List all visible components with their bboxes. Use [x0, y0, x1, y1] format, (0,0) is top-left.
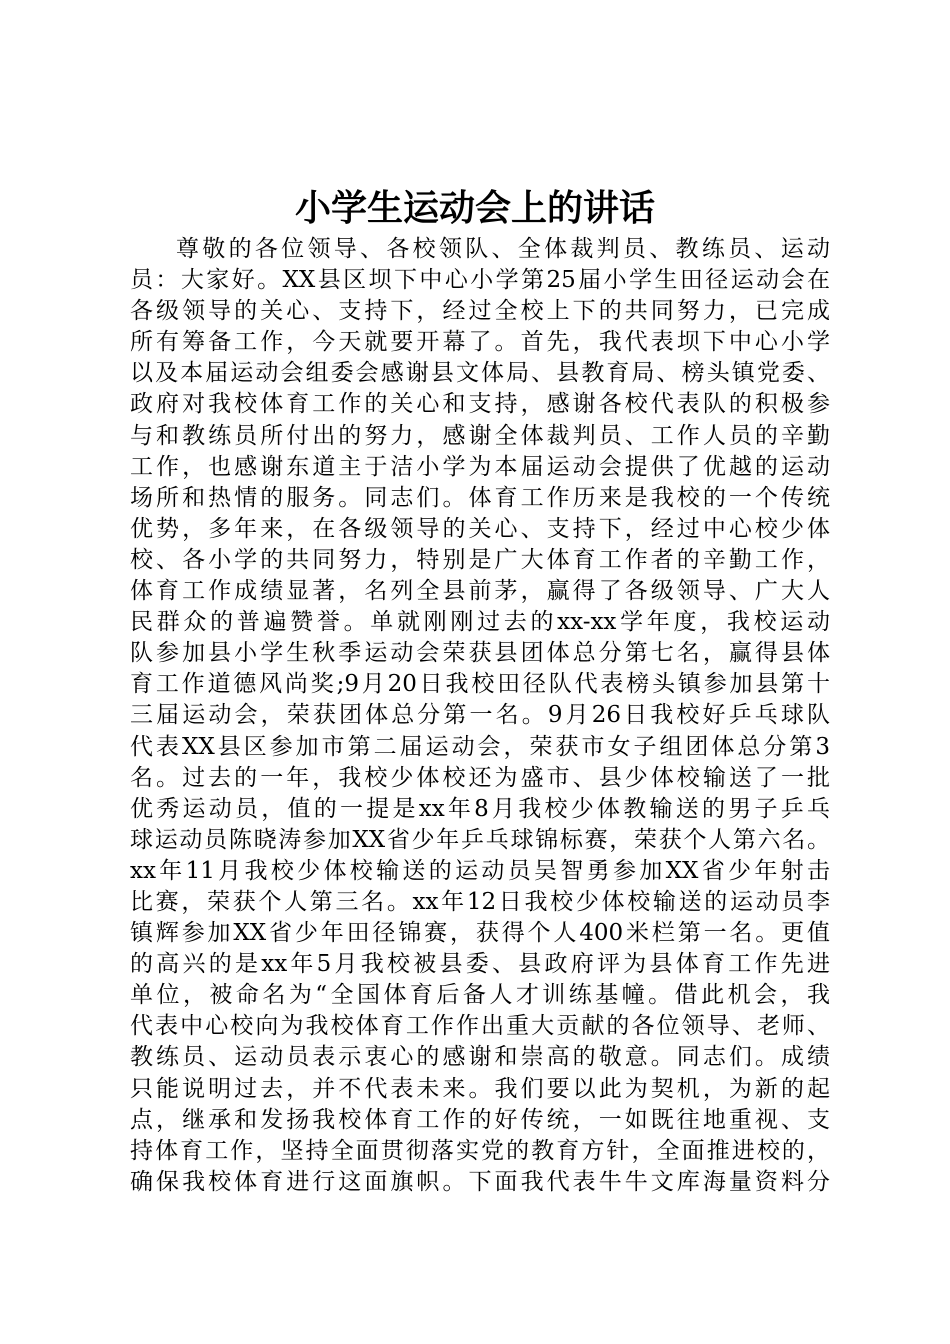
paragraph-line: 比赛，荣获个人第三名。xx年12日我校少体校输送的运动员李 — [130, 888, 830, 915]
paragraph-line: 工作，也感谢东道主于洁小学为本届运动会提供了优越的运动 — [130, 453, 830, 480]
paragraph-line: 名。过去的一年，我校少体校还为盛市、县少体校输送了一批 — [130, 764, 830, 791]
paragraph-line: 尊敬的各位领导、各校领队、全体裁判员、教练员、运动 — [176, 236, 830, 262]
paragraph-line: xx年11月我校少体校输送的运动员吴智勇参加XX省少年射击 — [130, 857, 830, 884]
paragraph-line: 确保我校体育进行这面旗帜。下面我代表牛牛文库海量资料分 — [130, 1168, 830, 1195]
paragraph-line: 教练员、运动员表示衷心的感谢和崇高的敬意。同志们。成绩 — [130, 1044, 830, 1071]
paragraph-line: 以及本届运动会组委会感谢县文体局、县教育局、榜头镇党委、 — [130, 360, 830, 387]
paragraph-line: 所有筹备工作，今天就要开幕了。首先，我代表坝下中心小学 — [130, 329, 830, 356]
paragraph-line: 政府对我校体育工作的关心和支持，感谢各校代表队的积极参 — [130, 391, 830, 418]
paragraph-line: 民群众的普遍赞誉。单就刚刚过去的xx-xx学年度，我校运动 — [130, 609, 830, 636]
paragraph-line: 各级领导的关心、支持下，经过全校上下的共同努力，已完成 — [130, 298, 830, 325]
paragraph-line: 持体育工作，坚持全面贯彻落实党的教育方针，全面推进校的， — [130, 1137, 830, 1164]
paragraph-line: 优秀运动员，值的一提是xx年8月我校少体教输送的男子乒乓 — [130, 795, 830, 822]
paragraph-line: 代表XX县区参加市第二届运动会，荣获市女子组团体总分第3 — [130, 733, 830, 760]
document-title: 小学生运动会上的讲话 — [294, 187, 655, 229]
paragraph-line: 镇辉参加XX省少年田径锦赛，获得个人400米栏第一名。更值 — [130, 920, 830, 947]
paragraph-line: 育工作道德风尚奖;9月20日我校田径队代表榜头镇参加县第十 — [130, 671, 830, 698]
paragraph-line: 与和教练员所付出的努力，感谢全体裁判员、工作人员的辛勤 — [130, 422, 830, 449]
paragraph-line: 只能说明过去，并不代表未来。我们要以此为契机，为新的起 — [130, 1075, 830, 1102]
paragraph-line: 校、各小学的共同努力，特别是广大体育工作者的辛勤工作， — [130, 546, 830, 573]
paragraph-line: 单位，被命名为“全国体育后备人才训练基幢。借此机会，我 — [130, 982, 830, 1009]
paragraph-line: 体育工作成绩显著，名列全县前茅，赢得了各级领导、广大人 — [130, 578, 830, 605]
paragraph-line: 球运动员陈晓涛参加XX省少年乒乓球锦标赛，荣获个人第六名。 — [130, 826, 830, 853]
paragraph-line: 队参加县小学生秋季运动会荣获县团体总分第七名，赢得县体 — [130, 640, 830, 667]
paragraph-line: 场所和热情的服务。同志们。体育工作历来是我校的一个传统 — [130, 484, 830, 511]
paragraph-line: 点，继承和发扬我校体育工作的好传统，一如既往地重视、支 — [130, 1106, 830, 1133]
paragraph-line: 的高兴的是xx年5月我校被县委、县政府评为县体育工作先进 — [130, 951, 830, 978]
document-body — [130, 234, 830, 1198]
paragraph-line: 代表中心校向为我校体育工作作出重大贡献的各位领导、老师、 — [130, 1013, 830, 1040]
paragraph-line: 员：大家好。XX县区坝下中心小学第25届小学生田径运动会在 — [130, 267, 830, 294]
paragraph-line: 优势，多年来，在各级领导的关心、支持下，经过中心校少体 — [130, 515, 830, 542]
paragraph-line: 三届运动会，荣获团体总分第一名。9月26日我校好乒乓球队 — [130, 702, 830, 729]
